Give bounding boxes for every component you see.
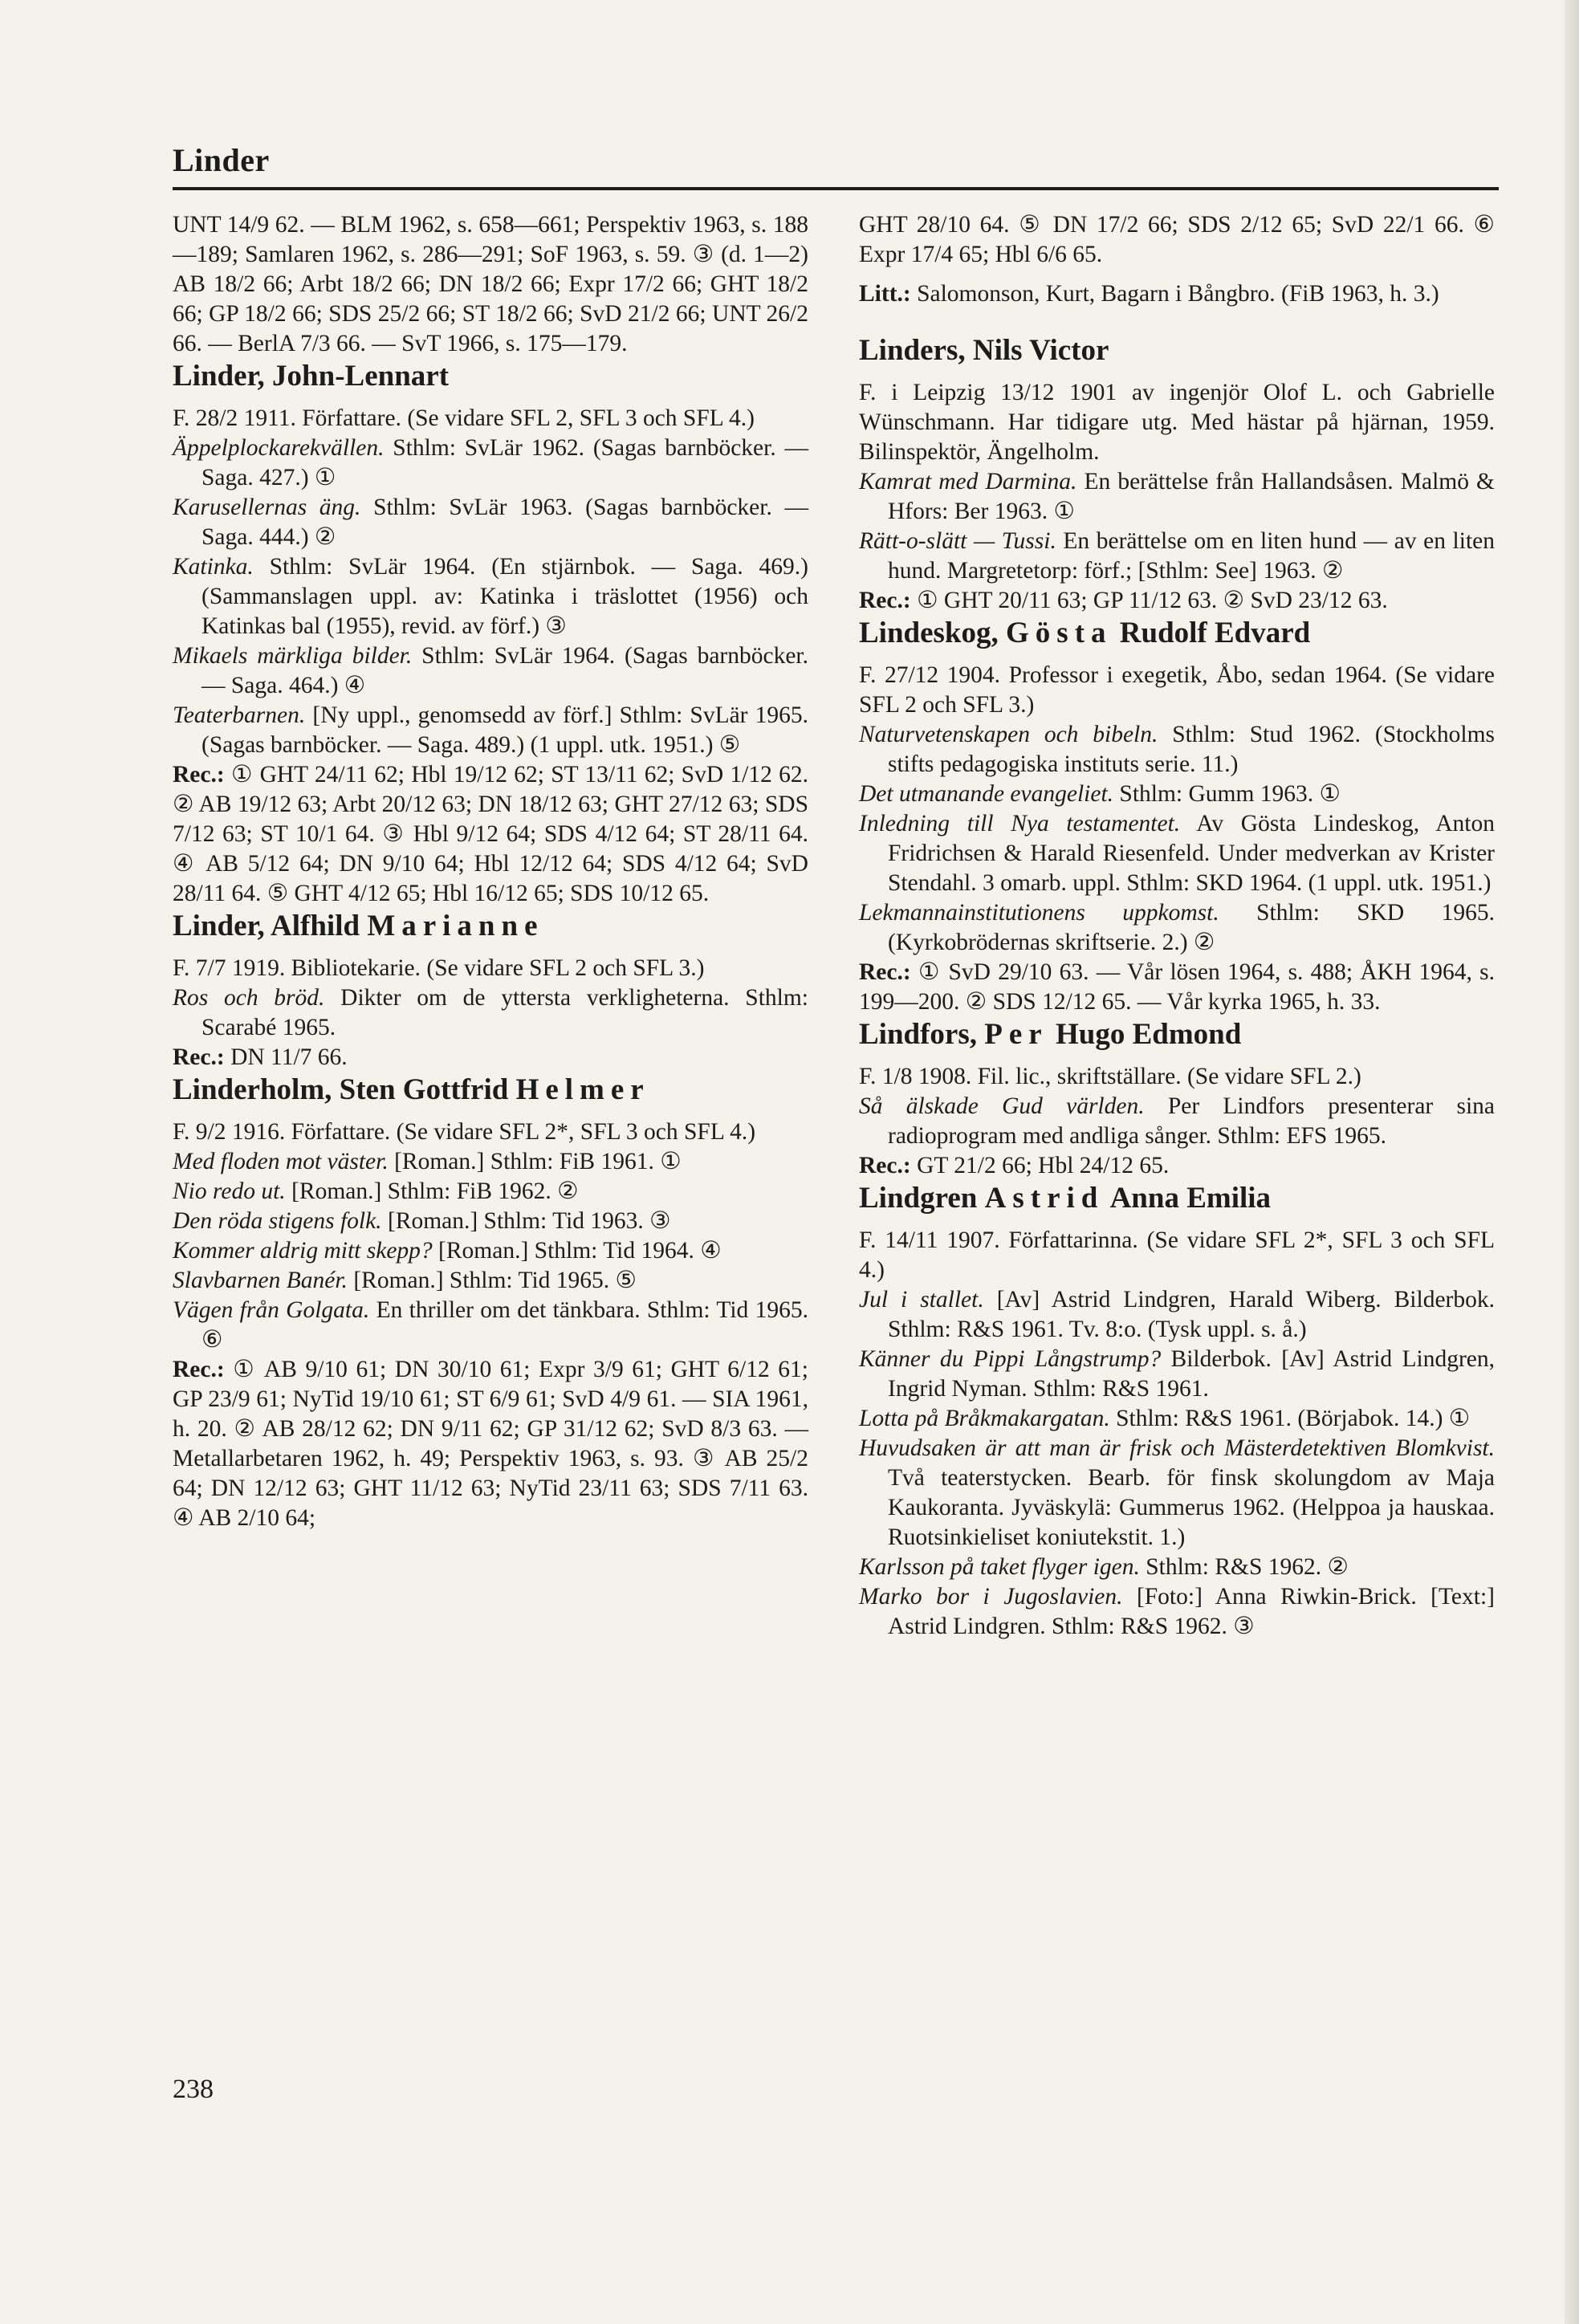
work-item bbox=[173, 1266, 808, 1296]
work-item bbox=[859, 527, 1495, 586]
work-title: Teaterbarnen. bbox=[173, 702, 306, 728]
heading-main: Linder, Alfhild bbox=[173, 910, 360, 942]
reviews-text: GT 21/2 66; Hbl 24/12 65. bbox=[910, 1152, 1170, 1178]
work-title: Naturvetenskapen och bibeln. bbox=[859, 721, 1158, 747]
work-item bbox=[173, 1177, 808, 1207]
entry-heading bbox=[859, 1017, 1495, 1052]
entry-heading: Linder, John-Lennart bbox=[173, 360, 450, 393]
work-title: Karusellernas äng. bbox=[173, 495, 361, 520]
work-item bbox=[859, 1285, 1495, 1345]
work-item bbox=[173, 1296, 808, 1355]
entry-lindfors bbox=[859, 1017, 1495, 1181]
work-details: [Roman.] Sthlm: Tid 1963. ③ bbox=[381, 1208, 671, 1234]
work-details: Bilderbok. [Av] Astrid Lindgren, Ingrid Nyman. Sthlm: R&S 1961. bbox=[888, 1345, 1495, 1402]
work-item bbox=[173, 433, 808, 493]
heading-spaced: Marianne bbox=[367, 910, 544, 942]
entry-heading bbox=[859, 616, 1495, 651]
heading-rest: Rudolf Edvard bbox=[1119, 616, 1311, 649]
work-item bbox=[859, 720, 1495, 779]
entry-lindeskog bbox=[859, 616, 1495, 1017]
entry-bio: F. 27/12 1904. Professor i exegetik, Åbo, sedan 1964. (Se vidare SFL 2 och SFL 3.) bbox=[859, 661, 1495, 718]
work-item bbox=[859, 898, 1495, 958]
work-title: Marko bor i Jugoslavien. bbox=[859, 1583, 1123, 1610]
work-details: Sthlm: R&S 1961. (Börjabok. 14.) ① bbox=[1109, 1405, 1471, 1431]
reviews-label: Rec.: bbox=[859, 587, 911, 613]
work-title: Det utmanande evangeliet. bbox=[859, 780, 1114, 807]
entry-linder-john-lennart bbox=[173, 359, 808, 909]
work-title: Inledning till Nya testamentet. bbox=[859, 810, 1181, 836]
reviews-text: DN 11/7 66. bbox=[224, 1044, 348, 1070]
work-title: Den röda stigens folk. bbox=[173, 1208, 382, 1234]
work-item bbox=[173, 1147, 808, 1177]
work-details: En berättelse om en liten hund — av en liten hund. Margretetorp: förf.; [Sthlm: See] 1963. ② bbox=[888, 527, 1495, 584]
reviews bbox=[173, 1355, 808, 1533]
entry-bio: F. 28/2 1911. Författare. (Se vidare SFL 2, SFL 3 och SFL 4.) bbox=[173, 405, 755, 431]
entry-heading bbox=[859, 1181, 1495, 1216]
entry-linderholm bbox=[173, 1072, 808, 1533]
header-rule bbox=[173, 187, 1499, 190]
work-item bbox=[859, 1345, 1495, 1404]
work-title: Rätt-o-slätt — Tussi. bbox=[859, 527, 1056, 554]
heading-spaced: Per bbox=[984, 1017, 1048, 1051]
work-title: Nio redo ut. bbox=[173, 1178, 286, 1204]
work-details: [Roman.] Sthlm: Tid 1965. ⑤ bbox=[347, 1268, 637, 1293]
work-title: Huvudsaken är att man är frisk och Mästerdetektiven Blomkvist. bbox=[859, 1435, 1495, 1461]
work-details: Sthlm: R&S 1962. ② bbox=[1139, 1553, 1349, 1580]
entry-bio: F. i Leipzig 13/12 1901 av ingenjör Olof L. och Gabrielle Wünschmann. Har tidigare utg. Med hästar på hjärnan, 1959. Bilinspektör, Ängelholm. bbox=[859, 379, 1495, 465]
work-details: En berättelse från Hallandsåsen. Malmö & Hfors: Ber 1963. ① bbox=[888, 468, 1495, 524]
literature-text: Salomonson, Kurt, Bagarn i Bångbro. (FiB 1963, h. 3.) bbox=[910, 281, 1439, 307]
reviews-text: ① AB 9/10 61; DN 30/10 61; Expr 3/9 61; GHT 6/12 61; GP 23/9 61; NyTid 19/10 61; ST 6/9 61; SvD 4/9 61. — SIA 1961, h. 20. ② AB 28/12 62; DN 9/11 62; GP 31/12 62; SvD 8/3 63. — Metallarbetaren 1962, h. 49; Perspektiv 1963, s. 93. ③ AB 25/2 64; DN 12/12 63; GHT 11/12 63; NyTid 23/11 63; SDS 7/11 63. ④ AB 2/10 64; bbox=[173, 1357, 808, 1531]
entry-heading bbox=[173, 1072, 808, 1108]
work-title: Så älskade Gud världen. bbox=[859, 1093, 1145, 1119]
reviews bbox=[173, 760, 808, 909]
heading-rest: Anna Emilia bbox=[1109, 1181, 1272, 1215]
work-title: Äppelplockarekvällen. bbox=[173, 435, 385, 461]
work-details: Sthlm: SvLär 1964. (Sagas barnböcker. — Saga. 464.) ④ bbox=[201, 643, 808, 698]
work-item bbox=[173, 983, 808, 1043]
reviews-label: Rec.: bbox=[859, 1152, 911, 1178]
work-title: Lekmannainstitutionens uppkomst. bbox=[859, 899, 1219, 926]
work-details: [Roman.] Sthlm: Tid 1964. ④ bbox=[432, 1238, 722, 1264]
entry-linder-alfhild bbox=[173, 909, 808, 1072]
reviews-label: Rec.: bbox=[173, 1357, 225, 1382]
work-details: [Foto:] Anna Riwkin-Brick. [Text:] Astrid Lindgren. Sthlm: R&S 1962. ③ bbox=[888, 1583, 1495, 1639]
work-details: En thriller om det tänkbara. Sthlm: Tid 1965. ⑥ bbox=[201, 1297, 808, 1353]
work-details: [Roman.] Sthlm: FiB 1961. ① bbox=[388, 1149, 682, 1174]
work-details: [Av] Astrid Lindgren, Harald Wiberg. Bilderbok. Sthlm: R&S 1961. Tv. 8:o. (Tysk uppl. s. å.) bbox=[888, 1286, 1495, 1342]
left-column bbox=[173, 210, 808, 1533]
entry-linders bbox=[859, 333, 1495, 616]
work-title: Slavbarnen Banér. bbox=[173, 1268, 348, 1293]
work-details: [Roman.] Sthlm: FiB 1962. ② bbox=[285, 1178, 579, 1204]
work-item bbox=[173, 641, 808, 701]
heading-main: Linderholm, Sten Gottfrid bbox=[173, 1073, 509, 1106]
heading-spaced: Gösta bbox=[1006, 616, 1113, 649]
literature bbox=[859, 279, 1495, 309]
heading-spaced: Astrid bbox=[984, 1181, 1105, 1215]
entry-heading: Linders, Nils Victor bbox=[859, 333, 1109, 367]
work-title: Ros och bröd. bbox=[173, 985, 325, 1011]
work-details: [Ny uppl., genomsedd av förf.] Sthlm: SvLär 1965. (Sagas barnböcker. — Saga. 489.) (1 uppl. utk. 1951.) ⑤ bbox=[201, 702, 808, 758]
work-details: Sthlm: Stud 1962. (Stockholms stifts pedagogiska instituts serie. 11.) bbox=[888, 721, 1496, 777]
work-details: Av Gösta Lindeskog, Anton Fridrichsen & Harald Riesenfeld. Under medverkan av Krister Stendahl. 3 omarb. uppl. Sthlm: SKD 1964. (1 uppl. utk. 1951.) bbox=[888, 810, 1495, 896]
reviews-label: Rec.: bbox=[173, 1044, 225, 1070]
work-title: Mikaels märkliga bilder. bbox=[173, 643, 413, 669]
work-item bbox=[859, 1092, 1495, 1151]
literature-label: Litt.: bbox=[859, 281, 911, 307]
work-item bbox=[859, 1434, 1495, 1553]
work-item bbox=[859, 1582, 1495, 1642]
continuation-text: GHT 28/10 64. ⑤ DN 17/2 66; SDS 2/12 65; SvD 22/1 66. ⑥ Expr 17/4 65; Hbl 6/6 65. bbox=[859, 212, 1495, 267]
work-details: Per Lindfors presenterar sina radioprogram med andliga sånger. Sthlm: EFS 1965. bbox=[888, 1093, 1495, 1149]
work-item bbox=[859, 467, 1495, 527]
work-details: Sthlm: SKD 1965. (Kyrkobrödernas skriftserie. 2.) ② bbox=[888, 899, 1495, 955]
reviews bbox=[859, 1151, 1495, 1181]
entry-bio: F. 9/2 1916. Författare. (Se vidare SFL 2*, SFL 3 och SFL 4.) bbox=[173, 1119, 756, 1145]
entry-bio: F. 7/7 1919. Bibliotekarie. (Se vidare SFL 2 och SFL 3.) bbox=[173, 955, 705, 981]
work-item bbox=[859, 809, 1495, 898]
work-details: Dikter om de yttersta verkligheterna. Sthlm: Scarabé 1965. bbox=[201, 985, 808, 1040]
work-title: Jul i stallet. bbox=[859, 1286, 984, 1313]
work-details: Två teaterstycken. Bearb. för finsk skolungdom av Maja Kaukoranta. Jyväskylä: Gummerus 1962. (Helppoa ja hauskaa. Ruotsinkieliset koniutekstit. 1.) bbox=[888, 1464, 1495, 1550]
page-edge bbox=[1565, 0, 1579, 2324]
heading-rest: Hugo Edmond bbox=[1055, 1017, 1242, 1051]
work-title: Karlsson på taket flyger igen. bbox=[859, 1553, 1140, 1580]
work-item bbox=[859, 1553, 1495, 1582]
page-number: 238 bbox=[173, 2074, 214, 2104]
heading-spaced: Helmer bbox=[515, 1073, 650, 1106]
work-details: Sthlm: Gumm 1963. ① bbox=[1113, 780, 1341, 807]
right-column bbox=[859, 210, 1495, 1642]
work-title: Katinka. bbox=[173, 554, 254, 580]
entry-lindgren bbox=[859, 1181, 1495, 1642]
work-item bbox=[859, 1404, 1495, 1434]
entry-bio: F. 1/8 1908. Fil. lic., skriftställare. (Se vidare SFL 2.) bbox=[859, 1063, 1361, 1089]
work-title: Vägen från Golgata. bbox=[173, 1297, 370, 1323]
continuation-text: UNT 14/9 62. — BLM 1962, s. 658—661; Perspektiv 1963, s. 188—189; Samlaren 1962, s. 286—291; SoF 1963, s. 59. ③ (d. 1—2) AB 18/2 66; Arbt 18/2 66; DN 18/2 66; Expr 17/2 66; GHT 18/2 66; GP 18/2 66; SDS 25/2 66; ST 18/2 66; SvD 21/2 66; UNT 26/2 66. — BerlA 7/3 66. — SvT 1966, s. 175—179. bbox=[173, 212, 808, 356]
work-title: Kamrat med Darmina. bbox=[859, 468, 1077, 495]
work-item bbox=[173, 1207, 808, 1236]
reviews-text: ① GHT 20/11 63; GP 11/12 63. ② SvD 23/12 63. bbox=[910, 587, 1388, 613]
work-details: Sthlm: SvLär 1964. (En stjärnbok. — Saga. 469.) (Sammanslagen uppl. av: Katinka i träslottet (1956) och Katinkas bal (1955), revid. av förf.) ③ bbox=[201, 554, 808, 639]
entry-heading bbox=[173, 909, 808, 944]
work-title: Kommer aldrig mitt skepp? bbox=[173, 1238, 433, 1264]
reviews-text: ① SvD 29/10 63. — Vår lösen 1964, s. 488; ÅKH 1964, s. 199—200. ② SDS 12/12 65. — Vår kyrka 1965, h. 33. bbox=[859, 958, 1495, 1015]
reviews-label: Rec.: bbox=[173, 762, 225, 788]
heading-main: Lindgren bbox=[859, 1181, 978, 1215]
work-title: Känner du Pippi Långstrump? bbox=[859, 1345, 1162, 1372]
reviews bbox=[859, 958, 1495, 1017]
work-item bbox=[173, 1236, 808, 1266]
work-details: Sthlm: SvLär 1963. (Sagas barnböcker. — Saga. 444.) ② bbox=[201, 495, 808, 550]
heading-main: Lindeskog, bbox=[859, 616, 999, 649]
heading-main: Lindfors, bbox=[859, 1017, 978, 1051]
running-head: Linder bbox=[173, 142, 270, 178]
reviews bbox=[173, 1043, 808, 1072]
work-item bbox=[173, 552, 808, 641]
reviews bbox=[859, 586, 1495, 616]
work-item bbox=[173, 493, 808, 552]
work-item bbox=[859, 779, 1495, 809]
work-title: Med floden mot väster. bbox=[173, 1149, 389, 1174]
work-title: Lotta på Bråkmakargatan. bbox=[859, 1405, 1110, 1431]
work-details: Sthlm: SvLär 1962. (Sagas barnböcker. — Saga. 427.) ① bbox=[201, 435, 808, 490]
reviews-text: ① GHT 24/11 62; Hbl 19/12 62; ST 13/11 62; SvD 1/12 62. ② AB 19/12 63; Arbt 20/12 63; DN 18/12 63; GHT 27/12 63; SDS 7/12 63; ST 10/1 64. ③ Hbl 9/12 64; SDS 4/12 64; ST 28/11 64. ④ AB 5/12 64; DN 9/10 64; Hbl 12/12 64; SDS 4/12 64; SvD 28/11 64. ⑤ GHT 4/12 65; Hbl 16/12 65; SDS 10/12 65. bbox=[173, 762, 808, 906]
entry-bio: F. 14/11 1907. Författarinna. (Se vidare SFL 2*, SFL 3 och SFL 4.) bbox=[859, 1227, 1495, 1283]
work-item bbox=[173, 701, 808, 760]
reviews-label: Rec.: bbox=[859, 958, 911, 985]
